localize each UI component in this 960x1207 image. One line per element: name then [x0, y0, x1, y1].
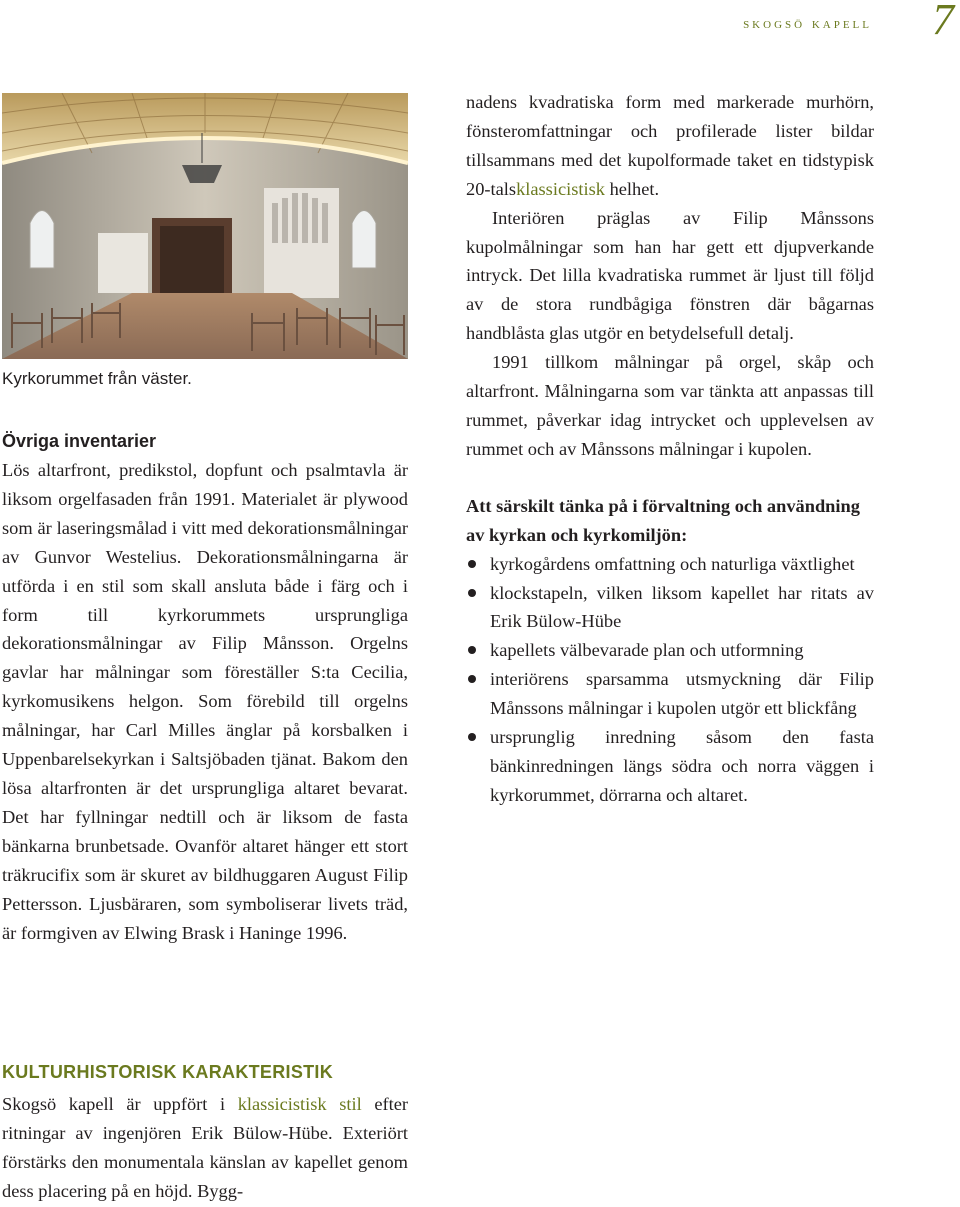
list-item: ursprunglig inredning såsom den fasta bänkinredningen längs södra och norra väggen i kyrkorummet, dörrarna och altaret. [466, 723, 874, 810]
list-item: klockstapeln, vilken liksom kapellet har ritats av Erik Bülow-Hübe [466, 579, 874, 637]
list-item: kapellets välbevarade plan och utformning [466, 636, 874, 665]
running-header: skogsö kapell [743, 16, 872, 32]
list-item: kyrkogårdens omfattning och naturliga växtlighet [466, 550, 874, 579]
management-heading: Att särskilt tänka på i förvaltning och användning av kyrkan och kyrkomiljön: [466, 495, 860, 545]
bullet-icon [468, 733, 476, 741]
list-item: interiörens sparsamma utsmyckning där Filip Månssons målningar i kupolen utgör ett blickfång [466, 665, 874, 723]
left-column [2, 427, 408, 947]
inventory-paragraph: Lös altarfront, predikstol, dopfunt och psalmtavla är liksom orgelfasaden från 1991. Materialet är plywood som är laseringsmålad i vitt med dekorationsmålningar av Gunvor Westelius. Dekorationsmålningarna är utförda i en stil som skall ansluta både i färg och i form till kyrkorummets ursprungliga dekorationsmålningar av Filip Månsson. Orgelns gavlar har målningar som föreställer S:ta Cecilia, kyrkomusikens helgon. Som förebild till orgelns målningar, har Carl Milles änglar på korsbalken i Uppenbarelsekyrkan i Saltsjöbaden tjänat. Bakom den lösa altarfronten är det ursprungliga altaret bevarat. Det har fyllningar nedtill och är liksom de fasta bänkarna brunbetsade. Ovanför altaret hänger ett stort träkrucifix som är skuret av bildhuggaren August Filip Pettersson. Ljusbäraren, som symboliserar livets träd, är formgiven av Elwing Brask i Haninge 1996. [2, 460, 408, 943]
interior-paragraph: Interiören präglas av Filip Månssons kupolmålningar som han har gett ett djupverkande intryck. Det lilla kvadratiska rummet är ljust till följd av de stora rundbågiga fönstren där bågarnas handblåsta glas utgör en betydelsefull detalj. [466, 207, 874, 344]
right-column [466, 88, 874, 810]
section-heading: KULTURHISTORISK KARAKTERISTIK [2, 1062, 334, 1082]
paragraph-continued [466, 88, 874, 204]
management-list [466, 550, 874, 810]
photo-caption: Kyrkorummet från väster. [2, 369, 192, 388]
bullet-icon [468, 589, 476, 597]
bullet-icon [468, 675, 476, 683]
page-number: 7 [932, 0, 954, 44]
paragraph-text: helhet. [604, 178, 660, 199]
klassicistisk-stil-link[interactable]: klassicistisk stil [237, 1094, 362, 1114]
bullet-icon [468, 560, 476, 568]
paragraph-text: nadens kvadratiska form med markerade murhörn, fönsteromfattningar och profilerade lister bildar tillsammans med det kupolformade taket en tidstypisk 20-tals [466, 92, 874, 199]
characteristics-paragraph: Skogsö kapell är uppfört i klassicistisk stil efter ritningar av ingenjören Erik Bülow-Hübe. Exteriört förstärks den monumentala känslan av kapellet genom dess placering på en höjd. Bygg- [2, 1094, 408, 1201]
church-interior-photo [2, 93, 408, 359]
bullet-icon [468, 646, 476, 654]
klassicistisk-link[interactable]: klassicistisk [516, 178, 605, 199]
characteristics-section [2, 1090, 408, 1206]
paintings-paragraph: 1991 tillkom målningar på orgel, skåp och altarfront. Målningarna som var tänkta att anpassas till rummet, påverkar idag intrycket och upplevelsen av rummet och av Månssons målningar i kupolen. [466, 352, 874, 459]
subheading-inventory: Övriga inventarier [2, 431, 157, 451]
